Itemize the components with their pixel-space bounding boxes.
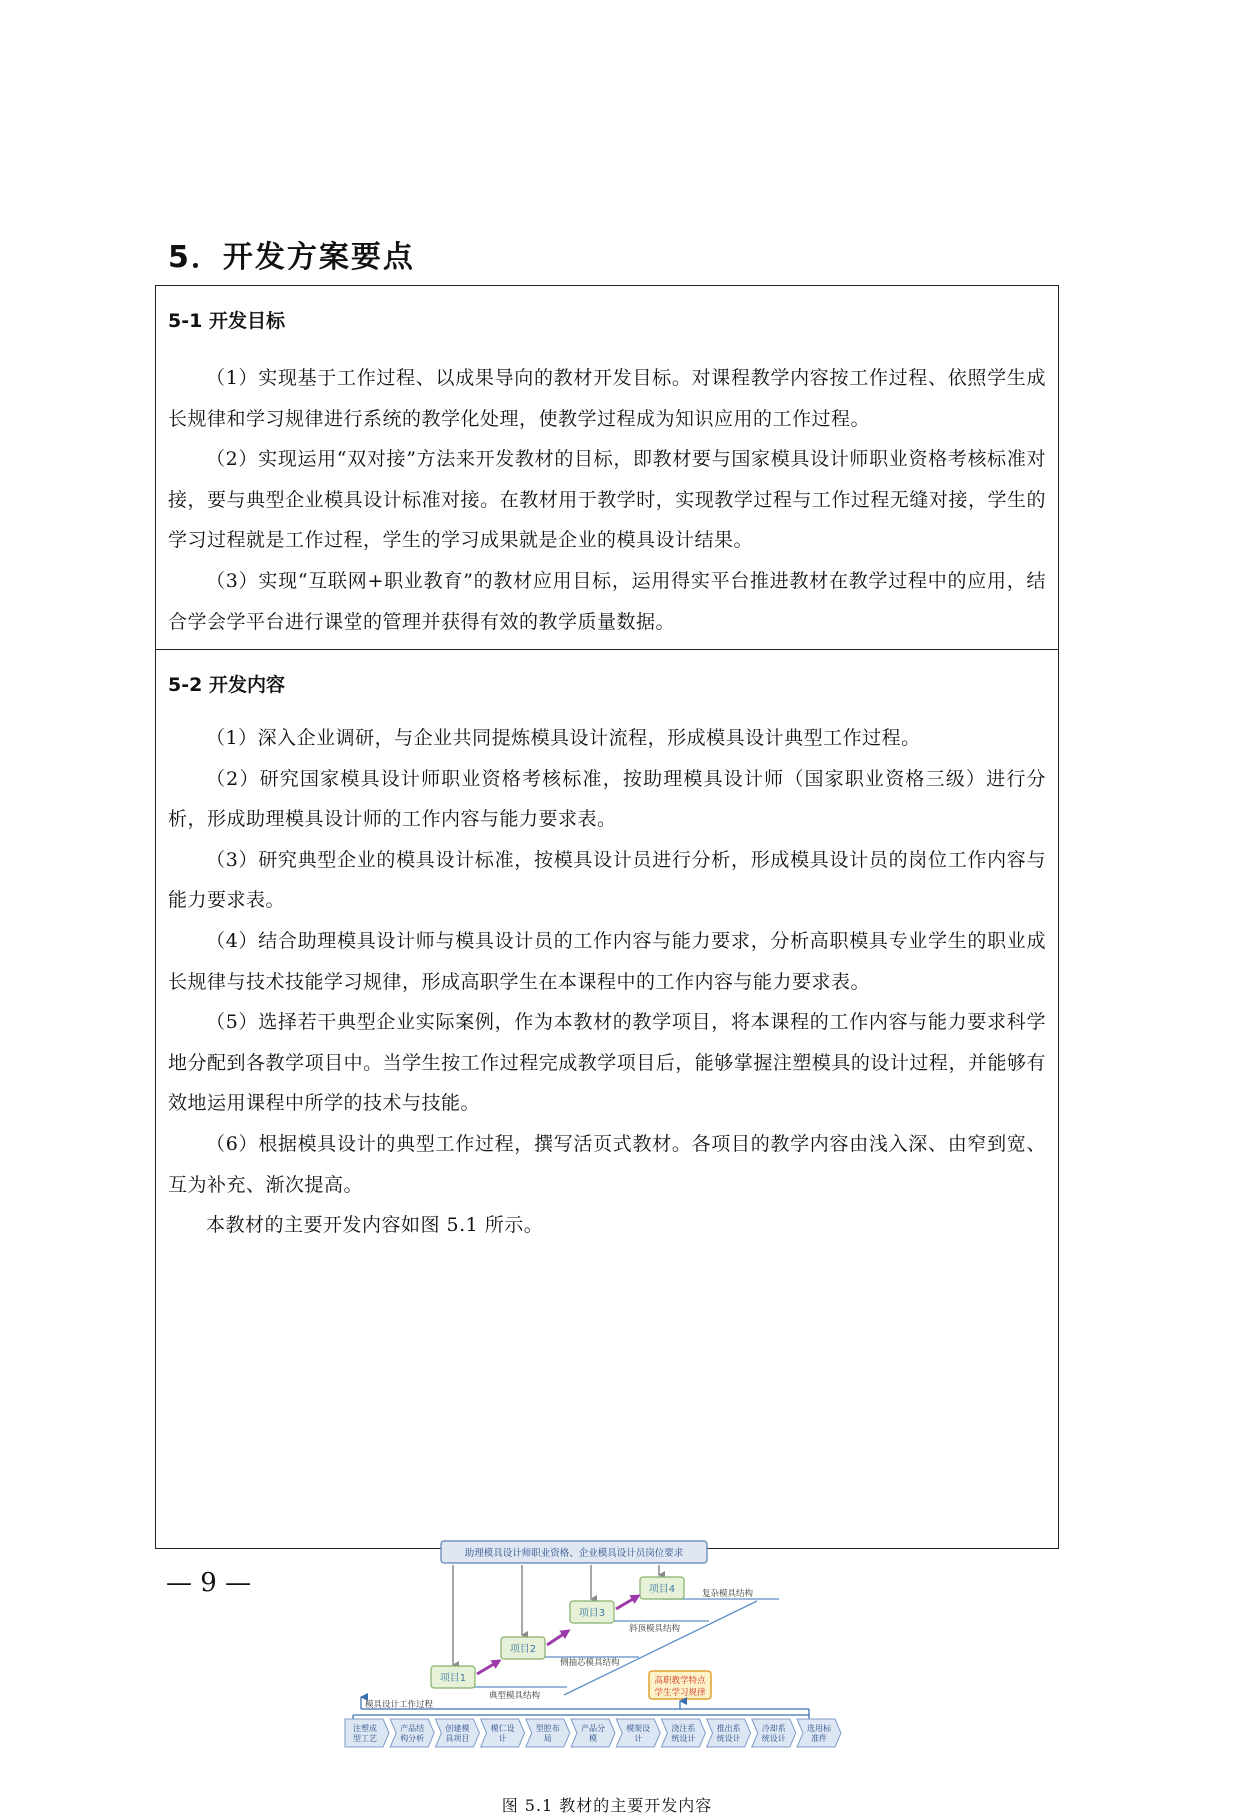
feature-label: 学生学习规律 — [654, 1688, 706, 1698]
project-3-label: 项目3 — [578, 1608, 606, 1619]
paragraph: （1）深入企业调研，与企业共同提炼模具设计流程，形成模具设计典型工作过程。 — [206, 727, 921, 749]
process-steps — [345, 1719, 841, 1747]
process-step-label: 局 — [543, 1734, 552, 1743]
requirements-label: 助理模具设计师职业资格、企业模具设计员岗位要求 — [464, 1548, 684, 1559]
process-step-label: 计 — [634, 1734, 643, 1743]
content-table — [155, 285, 1059, 1815]
page-number: — 9 — — [166, 1568, 252, 1598]
paragraph: （5）选择若干典型企业实际案例，作为本教材的教学项目，将本课程的工作内容与能力要求科学地分配到各教学项目中。当学生按工作过程完成教学项目后，能够掌握注塑模具的设计过程，并能够有效地运用课程中所学的技术与技能。 — [168, 1011, 1046, 1115]
process-step-label: 具项目 — [445, 1734, 470, 1743]
project-1-label: 项目1 — [439, 1673, 467, 1684]
process-step-label: 准件 — [811, 1734, 827, 1743]
process-step-label: 冷却系 — [761, 1724, 786, 1733]
figure-caption: 图 5.1 教材的主要开发内容 — [501, 1796, 713, 1815]
paragraph: （2）研究国家模具设计师职业资格考核标准，按助理模具设计师（国家职业资格三级）进行分析，形成助理模具设计师的工作内容与能力要求表。 — [168, 767, 1046, 831]
section-heading: 5．开发方案要点 — [168, 240, 415, 275]
progression-arrow — [477, 1661, 499, 1674]
process-step-label: 模仁设 — [490, 1724, 515, 1733]
process-step-label: 构分析 — [400, 1734, 425, 1743]
progression-arrow — [547, 1631, 568, 1645]
structure-label: 复杂模具结构 — [702, 1589, 754, 1599]
process-step-label: 模 — [589, 1734, 597, 1743]
process-step-label: 产品分 — [581, 1724, 605, 1733]
section-development-goals — [156, 286, 1058, 650]
process-step-label: 统设计 — [671, 1734, 696, 1743]
paragraph: （2）实现运用“双对接”方法来开发教材的目标，即教材要与国家模具设计师职业资格考核标准对接，要与典型企业模具设计标准对接。在教材用于教学时，实现教学过程与工作过程无缝对接，学生的学习过程就是工作过程，学生的学习成果就是企业的模具设计结果。 — [168, 448, 1046, 552]
process-step-label: 产品结 — [400, 1724, 425, 1733]
process-step-label: 浇注系 — [671, 1724, 696, 1733]
process-step-label: 计 — [498, 1734, 507, 1743]
paragraph: （4）结合助理模具设计师与模具设计员的工作内容与能力要求，分析高职模具专业学生的职业成长规律与技术技能学习规律，形成高职学生在本课程中的工作内容与能力要求表。 — [168, 929, 1046, 993]
process-step-label: 推出系 — [716, 1724, 741, 1733]
paragraph: （1）实现基于工作过程、以成果导向的教材开发目标。对课程教学内容按工作过程、依照学生成长规律和学习规律进行系统的教学化处理，使教学过程成为知识应用的工作过程。 — [168, 367, 1046, 430]
section-title-content: 5-2 开发内容 — [168, 674, 285, 696]
section-development-content — [156, 650, 1058, 1815]
process-step-label: 统设计 — [716, 1734, 741, 1743]
figure-diagram — [339, 1537, 861, 1749]
paragraph: 本教材的主要开发内容如图 5.1 所示。 — [206, 1214, 544, 1237]
project-4-label: 项目4 — [648, 1584, 676, 1595]
process-step-label: 模架设 — [626, 1724, 651, 1733]
paragraph: （6）根据模具设计的典型工作过程，撰写活页式教材。各项目的教学内容由浅入深、由窄到宽、互为补充、渐次提高。 — [168, 1132, 1046, 1196]
paragraph: （3）实现“互联网+职业教育”的教材应用目标，运用得实平台推进教材在教学过程中的应用，结合学会学平台进行课堂的管理并获得有效的教学质量数据。 — [168, 569, 1046, 633]
structure-label: 斜顶模具结构 — [629, 1624, 681, 1634]
structure-label: 典型模具结构 — [489, 1691, 541, 1701]
process-label: 模具设计工作过程 — [365, 1700, 434, 1710]
progression-arrow — [616, 1596, 638, 1609]
process-step-label: 统设计 — [761, 1734, 786, 1743]
process-step-label: 型工艺 — [353, 1734, 377, 1743]
process-step-label: 创建模 — [445, 1724, 470, 1733]
process-step-label: 注塑成 — [353, 1724, 377, 1733]
content-paragraphs — [168, 718, 1046, 1246]
structure-label: 侧抽芯模具结构 — [560, 1658, 620, 1668]
feature-label: 高职教学特点 — [654, 1676, 706, 1686]
section-title-goals: 5-1 开发目标 — [168, 310, 285, 332]
process-step-label: 选用标 — [807, 1724, 831, 1733]
paragraph: （3）研究典型企业的模具设计标准，按模具设计员进行分析，形成模具设计员的岗位工作内容与能力要求表。 — [168, 848, 1046, 912]
process-step-label: 型腔布 — [535, 1724, 560, 1733]
figure-development-content — [339, 1537, 861, 1749]
goals-paragraphs — [168, 358, 1046, 642]
project-2-label: 项目2 — [509, 1644, 537, 1655]
